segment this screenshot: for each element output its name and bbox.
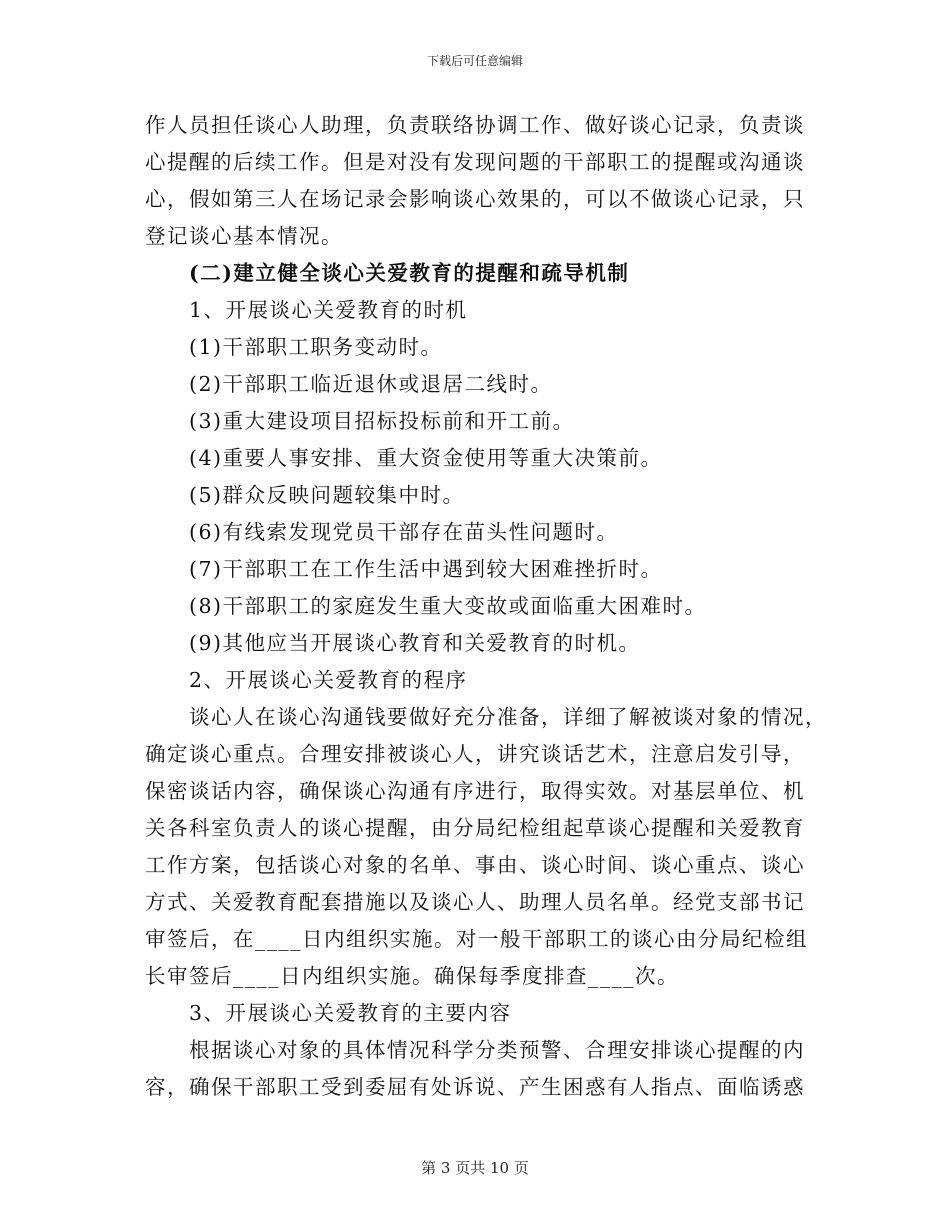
text-line: 2、开展谈心关爱教育的程序 <box>189 668 468 692</box>
text-line: 容，确保干部职工受到委屈有处诉说、产生困惑有人指点、面临诱惑 <box>145 1075 805 1099</box>
text-line: 登记谈心基本情况。 <box>145 224 343 248</box>
text-line: 保密谈话内容，确保谈心沟通有序进行，取得实效。对基层单位、机 <box>145 779 805 803</box>
text-line: (7)干部职工在工作生活中遇到较大困难挫折时。 <box>189 557 663 581</box>
text-line: 3、开展谈心关爱教育的主要内容 <box>189 1001 512 1025</box>
text-line: 长审签后____日内组织实施。确保每季度排查____次。 <box>145 964 679 988</box>
text-line: 1、开展谈心关爱教育的时机 <box>189 298 468 322</box>
text-line: 方式、关爱教育配套措施以及谈心人、助理人员名单。经党支部书记 <box>145 890 805 914</box>
text-line: 关各科室负责人的谈心提醒，由分局纪检组起草谈心提醒和关爱教育 <box>145 816 805 840</box>
text-line: (5)群众反映问题较集中时。 <box>189 483 465 507</box>
text-line: (3)重大建设项目招标投标前和开工前。 <box>189 409 575 433</box>
text-line: (6)有线索发现党员干部存在苗头性问题时。 <box>189 520 619 544</box>
text-line: 谈心人在谈心沟通钱要做好充分准备，详细了解被谈对象的情况， <box>189 705 827 729</box>
text-line: 审签后，在____日内组织实施。对一般干部职工的谈心由分局纪检组 <box>145 927 808 951</box>
text-line: (4)重要人事安排、重大资金使用等重大决策前。 <box>189 446 663 470</box>
text-line: (8)干部职工的家庭发生重大变故或面临重大困难时。 <box>189 594 707 618</box>
text-line: 心，假如第三人在场记录会影响谈心效果的，可以不做谈心记录，只 <box>145 187 805 211</box>
page-number: 第 3 页共 10 页 <box>421 1159 529 1177</box>
text-line: (2)干部职工临近退休或退居二线时。 <box>189 372 553 396</box>
section-heading: (二)建立健全谈心关爱教育的提醒和疏导机制 <box>189 261 630 285</box>
document-body <box>145 107 827 1106</box>
text-line: 心提醒的后续工作。但是对没有发现问题的干部职工的提醒或沟通谈 <box>145 150 805 174</box>
text-line: 工作方案，包括谈心对象的名单、事由、谈心时间、谈心重点、谈心 <box>145 853 805 877</box>
text-line: (9)其他应当开展谈心教育和关爱教育的时机。 <box>189 631 641 655</box>
text-line: 确定谈心重点。合理安排被谈心人，讲究谈话艺术，注意启发引导， <box>145 742 805 766</box>
text-line: 作人员担任谈心人助理，负责联络协调工作、做好谈心记录，负责谈 <box>145 113 805 137</box>
text-line: (1)干部职工职务变动时。 <box>189 335 443 359</box>
text-line: 根据谈心对象的具体情况科学分类预警、合理安排谈心提醒的内 <box>189 1038 805 1062</box>
page-header: 下载后可任意编辑 <box>426 54 523 68</box>
